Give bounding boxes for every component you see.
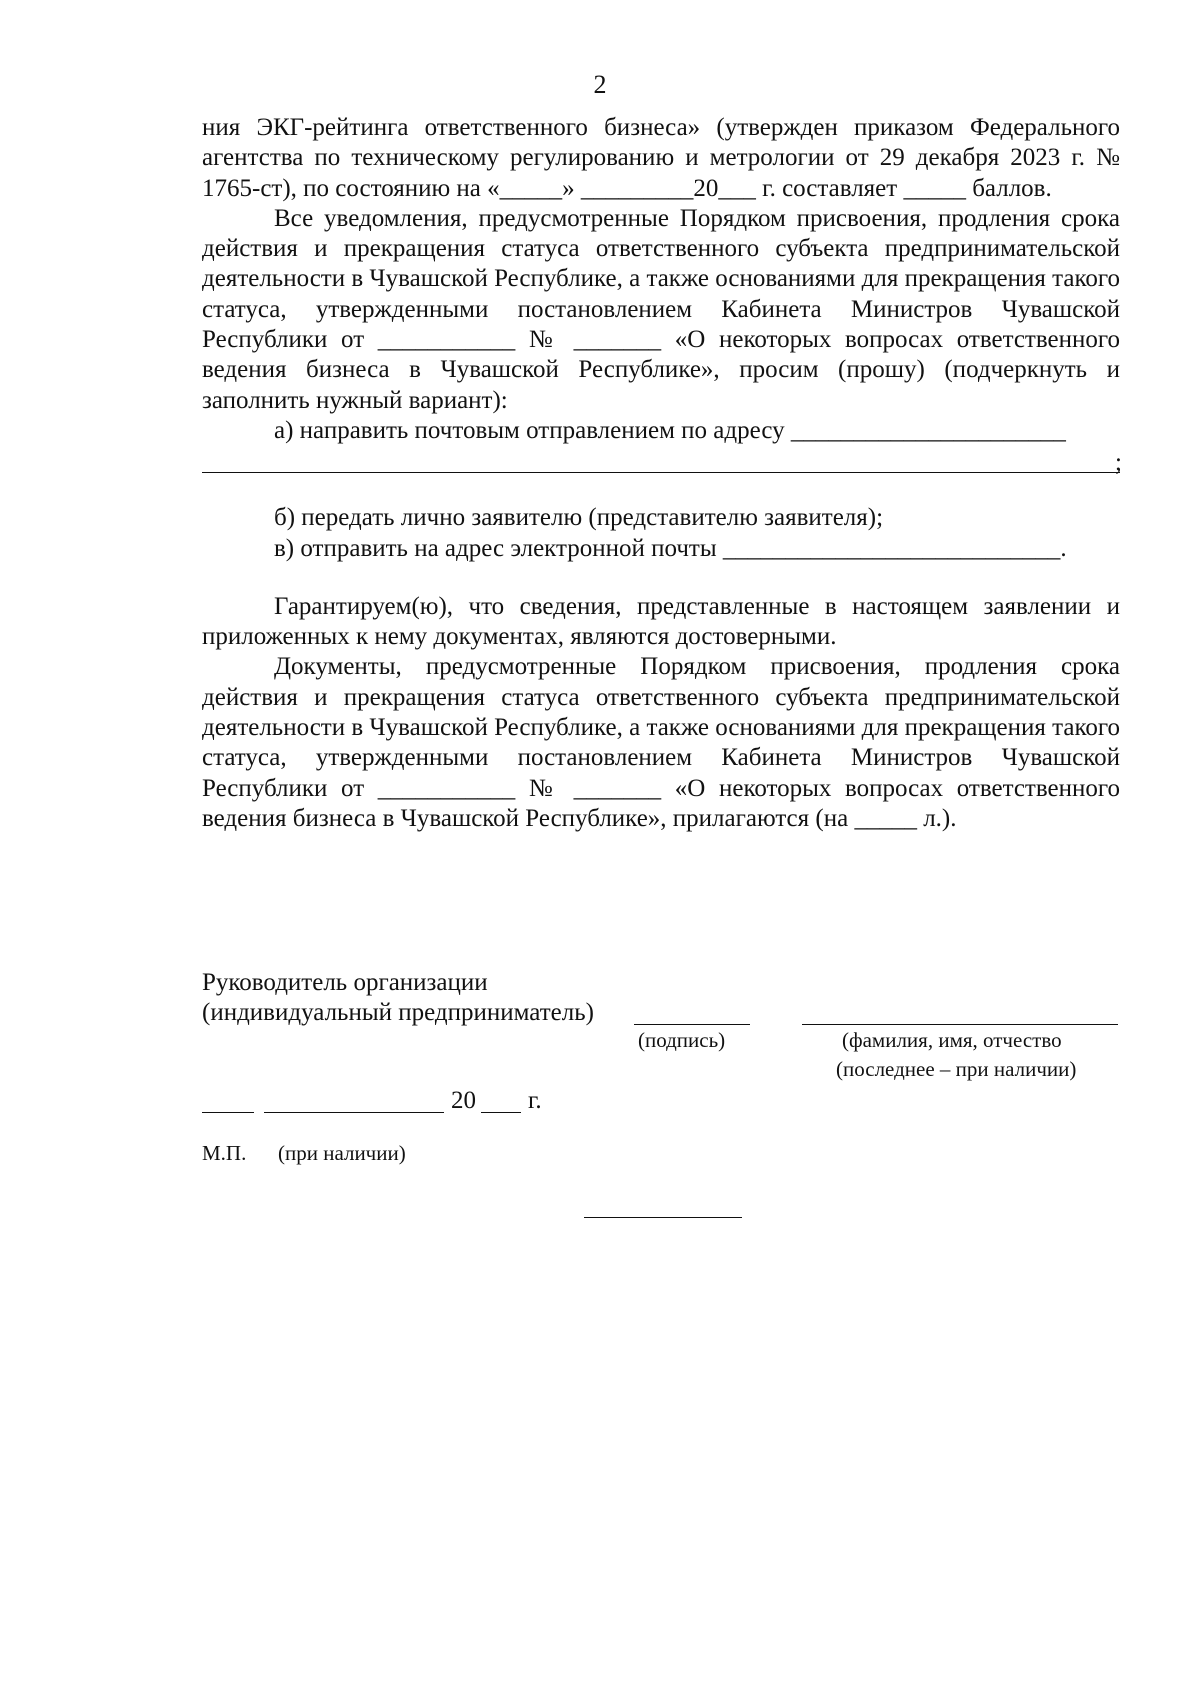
name-line	[802, 1024, 1118, 1025]
date-year-prefix: 20	[451, 1087, 476, 1114]
signature-caption: (подпись)	[638, 1028, 726, 1052]
paragraph-notifications: Все уведомления, предусмотренные Порядком присвоения, продления срока действия и прекращения статуса ответственного субъекта предпринимательской деятельности в Чувашской Республике, а также основаниями для прекращения такого статуса, утвержденными постановлением Кабинета Министров Чувашской Республики от ___________ № _______ «О некоторых вопросах ответственного ведения бизнеса в Чувашской Республике», просим (прошу) (подчеркнуть и заполнить нужный вариант):	[202, 204, 1120, 414]
option-a-postal: а) направить почтовым отправлением по адресу ______________________	[274, 416, 1066, 444]
date-day-line	[202, 1112, 254, 1113]
document-body	[202, 113, 1120, 834]
spacer	[202, 564, 1120, 592]
signer-role-line1: Руководитель организации	[202, 969, 488, 996]
name-caption-2: (последнее – при наличии)	[836, 1057, 1077, 1081]
spacer	[202, 473, 1120, 503]
date-year-line	[481, 1112, 521, 1113]
stamp-note: (при наличии)	[278, 1141, 406, 1165]
paragraph-documents: Документы, предусмотренные Порядком присвоения, продления срока действия и прекращения статуса ответственного субъекта предпринимательской деятельности в Чувашской Республике, а также основаниями для прекращения такого статуса, утвержденными постановлением Кабинета Министров Чувашской Республики от ___________ № _______ «О некоторых вопросах ответственного ведения бизнеса в Чувашской Республике», прилагаются (на _____ л.).	[202, 653, 1120, 832]
address-blank-line	[202, 446, 1122, 477]
signature-line	[634, 1024, 750, 1025]
page-number: 2	[593, 70, 607, 99]
option-c-email: в) отправить на адрес электронной почты ___________________________.	[274, 534, 1067, 562]
stamp-label: М.П.	[202, 1141, 247, 1165]
address-underline	[202, 446, 1120, 473]
paragraph-ekg-rating: ния ЭКГ-рейтинга ответственного бизнеса» (утвержден приказом Федерального агентства по техническому регулированию и метрологии от 29 декабря 2023 г. № 1765-ст), по состоянию на «_____» _________20___ г. составляет _____ баллов.	[202, 114, 1120, 202]
name-caption-1: (фамилия, имя, отчество	[842, 1028, 1062, 1052]
date-year-suffix: г.	[528, 1087, 542, 1114]
closing-rule	[584, 1217, 742, 1218]
paragraph-guarantee: Гарантируем(ю), что сведения, представленные в настоящем заявлении и приложенных к нему документах, являются достоверными.	[202, 592, 1120, 651]
signer-role-line2: (индивидуальный предприниматель)	[202, 999, 594, 1026]
date-month-line	[264, 1112, 444, 1113]
option-b-personal: б) передать лично заявителю (представителю заявителя);	[274, 504, 884, 532]
address-line-end: ;	[1115, 449, 1122, 477]
